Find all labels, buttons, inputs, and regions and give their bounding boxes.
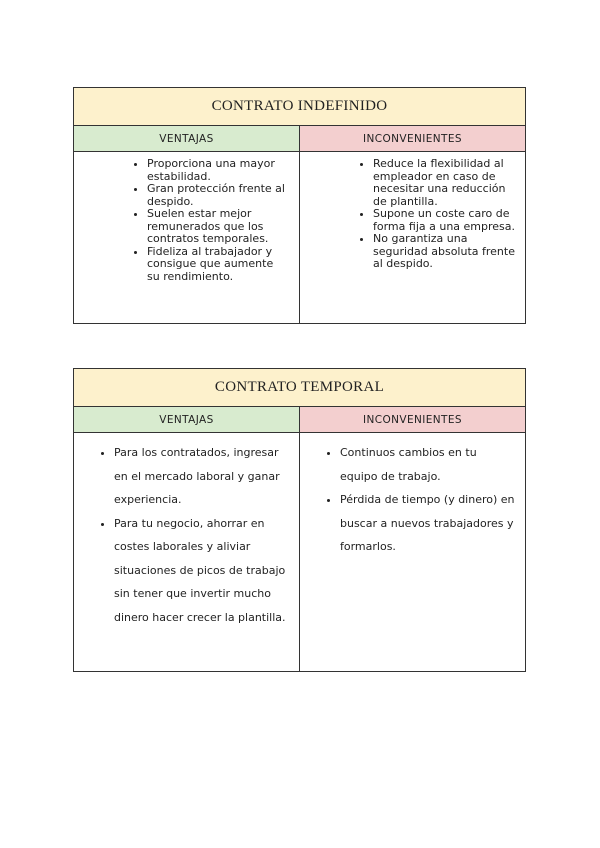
table-title: CONTRATO INDEFINIDO [74,88,525,126]
inconvenientes-list [300,152,525,271]
inconvenientes-cell [300,152,525,324]
contrato-indefinido-table [73,87,526,324]
inconvenientes-cell [300,433,525,672]
list-item: • Para los contratados, ingresar en el mercado laboral y ganar experiencia. [114,441,291,512]
contrato-temporal-table [73,368,526,672]
inconvenientes-list [300,433,525,559]
list-item: • No garantiza una seguridad absoluta frente al despido. [373,233,515,271]
ventajas-header: VENTAJAS [74,126,300,151]
list-item: • Suelen estar mejor remunerados que los contratos temporales. [147,208,289,246]
table-body [74,433,525,672]
list-item: • Para tu negocio, ahorrar en costes laborales y aliviar situaciones de picos de trabajo sin tener que invertir mucho dinero hacer crecer la plantilla. [114,512,291,630]
list-item: • Proporciona una mayor estabilidad. [147,158,289,183]
list-item: • Reduce la flexibilidad al empleador en caso de necesitar una reducción de plantilla. [373,158,515,208]
ventajas-cell [74,433,300,672]
table-body [74,152,525,324]
list-item: • Fideliza al trabajador y consigue que aumente su rendimiento. [147,246,289,284]
list-item: • Pérdida de tiempo (y dinero) en buscar a nuevos trabajadores y formarlos. [340,488,517,559]
ventajas-list [74,433,299,629]
ventajas-list [74,152,299,283]
ventajas-cell [74,152,300,324]
ventajas-header: VENTAJAS [74,407,300,432]
inconvenientes-header: INCONVENIENTES [300,126,525,151]
table-header-row [74,407,525,433]
list-item: • Gran protección frente al despido. [147,183,289,208]
inconvenientes-header: INCONVENIENTES [300,407,525,432]
list-item: • Continuos cambios en tu equipo de trabajo. [340,441,517,488]
table-header-row [74,126,525,152]
list-item: • Supone un coste caro de forma fija a una empresa. [373,208,515,233]
table-title: CONTRATO TEMPORAL [74,369,525,407]
